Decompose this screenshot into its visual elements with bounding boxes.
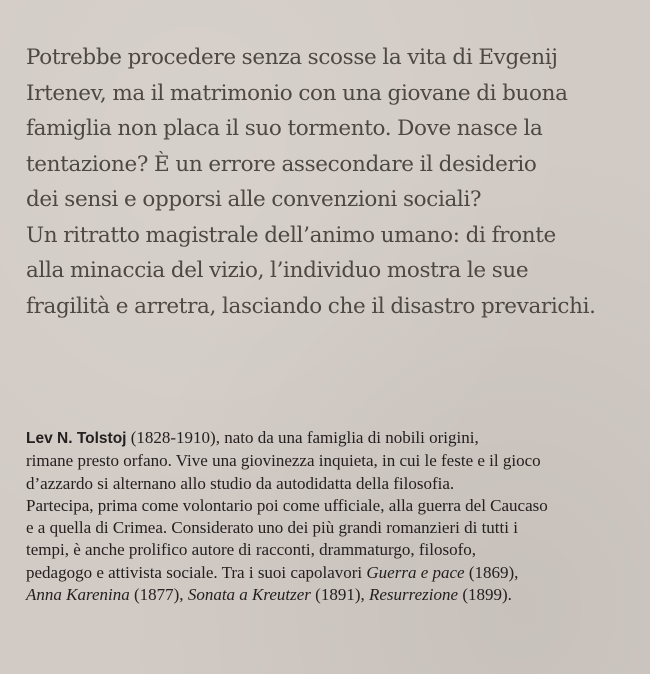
author-name: Lev N. Tolstoj [26, 430, 127, 447]
work-year: (1891), [310, 585, 369, 605]
synopsis-line: Potrebbe procedere senza scosse la vita di Evgenij [26, 45, 558, 70]
bio-line: tempi, è anche prolifico autore di racconti, drammaturgo, filosofo, [26, 540, 477, 560]
synopsis-line: alla minaccia del vizio, l’individuo mostra le sue [26, 258, 529, 283]
work-year: (1869), [464, 562, 519, 582]
synopsis-paragraph [26, 40, 626, 324]
synopsis-line: dei sensi e opporsi alle convenzioni sociali? [26, 187, 482, 212]
synopsis-line: tentazione? È un errore assecondare il desiderio [26, 151, 537, 177]
bio-line [26, 584, 636, 606]
bio-line: d’azzardo si alternano allo studio da autodidatta della filosofia. [26, 473, 455, 493]
bio-line [26, 562, 636, 584]
work-title: Anna Karenina [26, 585, 130, 605]
author-biography [26, 427, 636, 606]
work-title: Resurrezione [368, 585, 459, 605]
work-title: Sonata a Kreutzer [187, 585, 311, 605]
bio-text: pedagogo e attivista sociale. Tra i suoi capolavori [26, 562, 367, 582]
synopsis-line: famiglia non placa il suo tormento. Dove nasce la [26, 116, 543, 141]
synopsis-line: Irtenev, ma il matrimonio con una giovane di buona [26, 80, 568, 106]
bio-line: e a quella di Crimea. Considerato uno dei più grandi romanzieri di tutti i [26, 518, 518, 538]
work-title: Guerra e pace [366, 562, 465, 582]
bio-line: Partecipa, prima come volontario poi come ufficiale, alla guerra del Caucaso [26, 495, 548, 515]
bio-line [26, 427, 636, 450]
synopsis-line: Un ritratto magistrale dell’animo umano: di fronte [26, 222, 556, 248]
work-year: (1899). [458, 585, 512, 605]
work-year: (1877), [129, 585, 188, 605]
synopsis-line: fragilità e arretra, lasciando che il disastro prevarichi. [26, 293, 596, 319]
bio-text: (1828-1910), nato da una famiglia di nobili origini, [126, 428, 479, 447]
bio-line: rimane presto orfano. Vive una giovinezza inquieta, in cui le feste e il gioco [26, 451, 541, 471]
